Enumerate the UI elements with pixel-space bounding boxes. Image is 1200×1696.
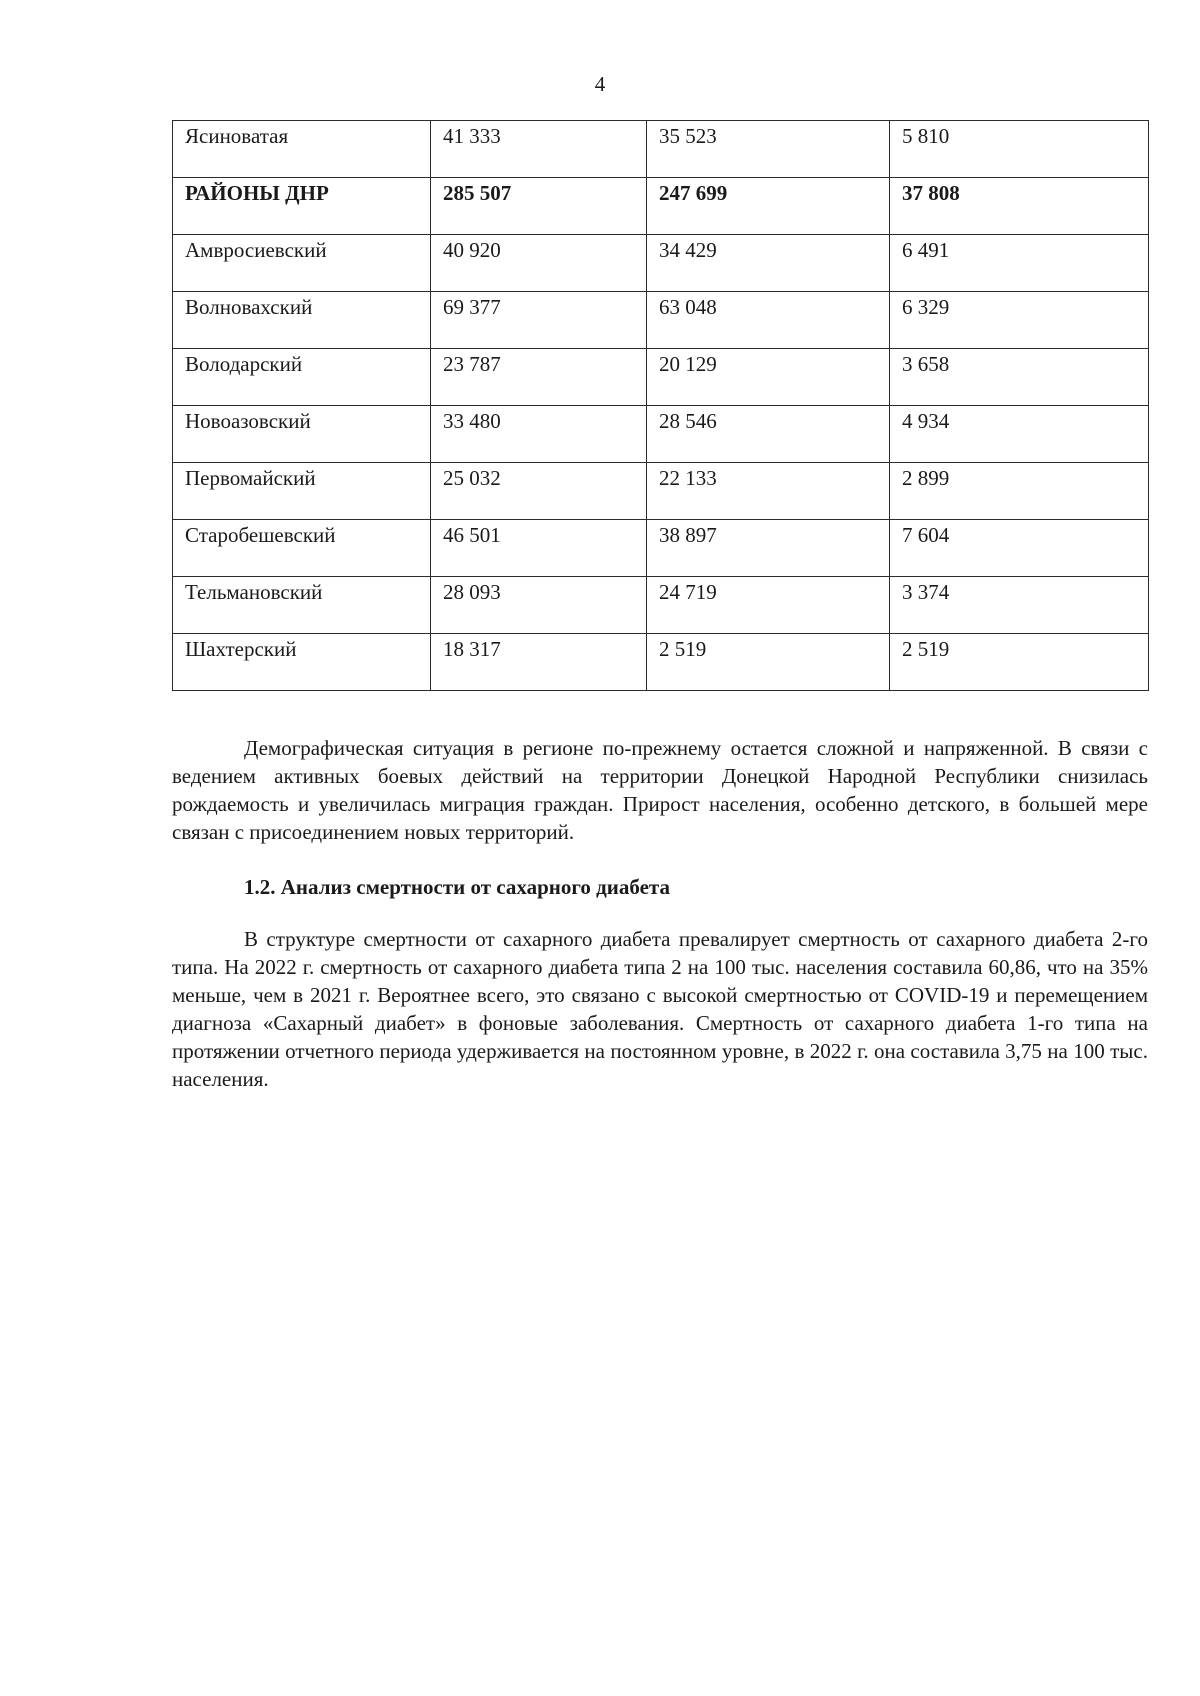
- table-cell-name: Шахтерский: [173, 634, 431, 691]
- table-cell-name: Тельмановский: [173, 577, 431, 634]
- table-cell-value: 34 429: [647, 235, 890, 292]
- table-row: [173, 577, 1149, 634]
- table-cell-value: 2 519: [647, 634, 890, 691]
- table-cell-value: 23 787: [431, 349, 647, 406]
- table-row: [173, 406, 1149, 463]
- table-cell-value: 3 658: [890, 349, 1149, 406]
- table-cell-value: 5 810: [890, 121, 1149, 178]
- table-cell-value: 6 329: [890, 292, 1149, 349]
- table-cell-name: Волновахский: [173, 292, 431, 349]
- table-row: [173, 292, 1149, 349]
- table-cell-value: 40 920: [431, 235, 647, 292]
- table-cell-value: 38 897: [647, 520, 890, 577]
- page-number: 4: [594, 72, 606, 96]
- mortality-paragraph: В структуре смертности от сахарного диабета превалирует смертность от сахарного диабета 2-го типа. На 2022 г. смертность от сахарного диабета типа 2 на 100 тыс. населения составила 60,86, что на 35% меньше, чем в 2021 г. Вероятнее всего, это связано с высокой смертностью от COVID-19 и перемещением диагноза «Сахарный диабет» в фоновые заболевания. Смертность от сахарного диабета 1-го типа на протяжении отчетного периода удерживается на постоянном уровне, в 2022 г. она составила 3,75 на 100 тыс. населения.: [172, 927, 1148, 1091]
- table-row: [173, 235, 1149, 292]
- demographics-paragraph: Демографическая ситуация в регионе по-прежнему остается сложной и напряженной. В связи с ведением активных боевых действий на территории Донецкой Народной Республики снизилась рождаемость и увеличилась миграция граждан. Прирост населения, особенно детского, в большей мере связан с присоединением новых территорий.: [172, 736, 1148, 844]
- population-table: [172, 120, 1149, 691]
- table-cell-value: 28 093: [431, 577, 647, 634]
- table-cell-value: 28 546: [647, 406, 890, 463]
- table-cell-value: 18 317: [431, 634, 647, 691]
- table-cell-value: 46 501: [431, 520, 647, 577]
- table-cell-name: Первомайский: [173, 463, 431, 520]
- table-cell-value: 25 032: [431, 463, 647, 520]
- section-heading: 1.2. Анализ смертности от сахарного диабета: [244, 875, 670, 899]
- table-cell-name: Ясиноватая: [173, 121, 431, 178]
- table-cell-value: 2 899: [890, 463, 1149, 520]
- table-cell-value: 4 934: [890, 406, 1149, 463]
- table-cell-name: Володарский: [173, 349, 431, 406]
- table-cell-name: Новоазовский: [173, 406, 431, 463]
- table-cell-name: Старобешевский: [173, 520, 431, 577]
- table-cell-name: Амвросиевский: [173, 235, 431, 292]
- table-cell-value: 35 523: [647, 121, 890, 178]
- table-cell-value: 247 699: [647, 178, 890, 235]
- table-row: [173, 463, 1149, 520]
- table-cell-value: 7 604: [890, 520, 1149, 577]
- table-cell-name: РАЙОНЫ ДНР: [173, 178, 431, 235]
- table-cell-value: 41 333: [431, 121, 647, 178]
- table-cell-value: 2 519: [890, 634, 1149, 691]
- table-cell-value: 63 048: [647, 292, 890, 349]
- table-row: [173, 634, 1149, 691]
- table-cell-value: 20 129: [647, 349, 890, 406]
- table-row: [173, 520, 1149, 577]
- table-cell-value: 69 377: [431, 292, 647, 349]
- table-cell-value: 3 374: [890, 577, 1149, 634]
- table-cell-value: 24 719: [647, 577, 890, 634]
- table-row: [173, 121, 1149, 178]
- table-cell-value: 37 808: [890, 178, 1149, 235]
- table-cell-value: 285 507: [431, 178, 647, 235]
- table-cell-value: 33 480: [431, 406, 647, 463]
- table-cell-value: 22 133: [647, 463, 890, 520]
- table-row-total: [173, 178, 1149, 235]
- table-cell-value: 6 491: [890, 235, 1149, 292]
- table-row: [173, 349, 1149, 406]
